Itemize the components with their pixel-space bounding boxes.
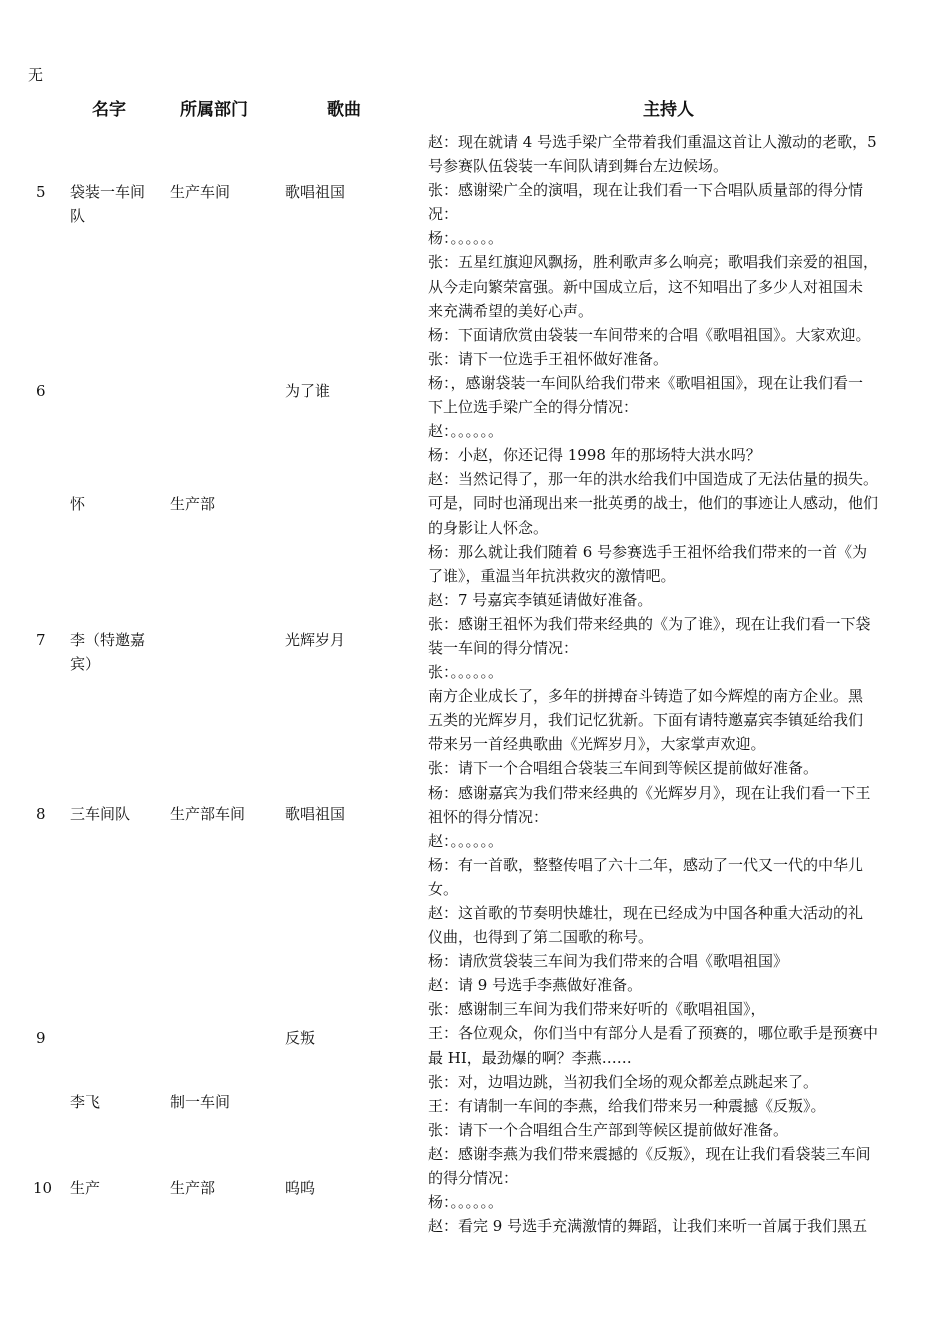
row-song: 呜呜 <box>285 1179 316 1197</box>
row-name: 三车间队 <box>70 805 131 823</box>
header-dept: 所属部门 <box>180 100 248 120</box>
host-line: 况： <box>428 205 459 224</box>
row-number: 6 <box>36 382 46 400</box>
row-name: 李（特邀嘉宾） <box>70 631 146 673</box>
host-line: 王：各位观众，你们当中有部分人是看了预赛的，哪位歌手是预赛中 <box>428 1024 879 1043</box>
host-line: 仪曲，也得到了第二国歌的称号。 <box>428 928 654 947</box>
row-song: 歌唱祖国 <box>285 805 346 823</box>
host-line: 张：对，边唱边跳，当初我们全场的观众都差点跳起来了。 <box>428 1072 819 1091</box>
host-line: 杨：感谢嘉宾为我们带来经典的《光辉岁月》，现在让我们看一下王 <box>428 783 871 802</box>
header-name: 名字 <box>92 100 126 120</box>
host-line: 下上位选手梁广全的得分情况： <box>428 398 639 417</box>
row-dept: 生产部车间 <box>170 805 246 823</box>
row-dept-extra: 制一车间 <box>170 1093 231 1111</box>
host-line: 装一车间的得分情况： <box>428 638 579 657</box>
host-line: 张：感谢制三车间为我们带来好听的《歌唱祖国》， <box>428 1000 766 1019</box>
host-line: 的身影让人怀念。 <box>428 518 549 537</box>
host-line: 张：请下一位选手王祖怀做好准备。 <box>428 349 669 368</box>
host-line: 从今走向繁荣富强。新中国成立后，这不知唱出了多少人对祖国未 <box>428 277 864 296</box>
host-line: 可是，同时也涌现出来一批英勇的战士，他们的事迹让人感动，他们 <box>428 494 879 513</box>
host-line: 赵：感谢李燕为我们带来震撼的《反叛》，现在让我们看袋装三车间 <box>428 1144 871 1163</box>
row-name-extra: 怀 <box>70 495 86 513</box>
host-line: 赵：这首歌的节奏明快雄壮，现在已经成为中国各种重大活动的礼 <box>428 904 864 922</box>
row-song: 反叛 <box>285 1029 316 1047</box>
host-line: 杨：，感谢袋装一车间队给我们带来《歌唱祖国》，现在让我们看一 <box>428 373 864 392</box>
header-host: 主持人 <box>643 100 694 120</box>
row-name: 袋装一车间队 <box>70 183 146 225</box>
host-line: 王：有请制一车间的李燕，给我们带来另一种震撼《反叛》。 <box>428 1096 826 1115</box>
host-line: 赵：请 9 号选手李燕做好准备。 <box>428 976 643 995</box>
host-line: 祖怀的得分情况： <box>428 807 549 826</box>
host-line: 张：请下一个合唱组合生产部到等候区提前做好准备。 <box>428 1120 789 1139</box>
row-number: 10 <box>33 1179 53 1197</box>
row-dept: 生产部 <box>170 1179 216 1197</box>
host-line: 杨：。。。。。。 <box>428 229 504 248</box>
host-line: 杨：有一首歌，整整传唱了六十二年，感动了一代又一代的中华儿 <box>428 855 864 874</box>
host-line: 杨：。。。。。。 <box>428 1193 504 1212</box>
host-line: 张：五星红旗迎风飘扬，胜利歌声多么响亮；歌唱我们亲爱的祖国， <box>428 253 879 272</box>
row-number: 7 <box>36 631 46 649</box>
row-number: 8 <box>36 805 46 823</box>
host-script <box>428 130 912 1238</box>
host-line: 张：。。。。。。 <box>428 663 504 682</box>
host-line: 带来另一首经典歌曲《光辉岁月》，大家掌声欢迎。 <box>428 735 766 754</box>
host-line: 杨：那么就让我们随着 6 号参赛选手王祖怀给我们带来的一首《为 <box>428 542 868 561</box>
host-line: 赵：。。。。。。 <box>428 422 504 441</box>
row-song: 歌唱祖国 <box>285 183 346 201</box>
host-line: 赵：。。。。。。 <box>428 831 504 850</box>
host-line: 张：感谢王祖怀为我们带来经典的《为了谁》，现在让我们看一下袋 <box>428 614 871 633</box>
host-line: 来充满希望的美好心声。 <box>428 301 594 320</box>
host-line: 了谁》，重温当年抗洪救灾的激情吧。 <box>428 566 676 585</box>
host-line: 杨：小赵，你还记得 1998 年的那场特大洪水吗？ <box>428 446 761 465</box>
host-line: 赵：7 号嘉宾李镇延请做好准备。 <box>428 590 653 609</box>
host-line: 张：请下一个合唱组合袋装三车间到等候区提前做好准备。 <box>428 759 819 778</box>
row-dept: 生产车间 <box>170 183 231 201</box>
row-number: 5 <box>36 183 46 201</box>
header-song: 歌曲 <box>327 100 361 120</box>
host-line: 最 HI，最劲爆的啊？李燕…… <box>428 1048 632 1067</box>
host-line: 赵：现在就请 4 号选手梁广全带着我们重温这首让人激动的老歌，5 <box>428 133 877 151</box>
host-line: 赵：看完 9 号选手充满激情的舞蹈，让我们来听一首属于我们黑五 <box>428 1217 868 1236</box>
host-line: 号参赛队伍袋装一车间队请到舞台左边候场。 <box>428 157 729 176</box>
host-line: 南方企业成长了，多年的拼搏奋斗铸造了如今辉煌的南方企业。黑 <box>428 687 864 706</box>
host-line: 杨：下面请欣赏由袋装一车间带来的合唱《歌唱祖国》。大家欢迎。 <box>428 325 871 344</box>
host-line: 女。 <box>428 879 459 898</box>
row-song: 为了谁 <box>285 382 331 400</box>
host-line: 五类的光辉岁月，我们记忆犹新。下面有请特邀嘉宾李镇延给我们 <box>428 711 864 730</box>
host-line: 赵：当然记得了，那一年的洪水给我们中国造成了无法估量的损失。 <box>428 470 879 489</box>
row-song: 光辉岁月 <box>285 631 346 649</box>
host-line: 杨：请欣赏袋装三车间为我们带来的合唱《歌唱祖国》 <box>428 952 789 971</box>
page-label: 无 <box>28 66 44 84</box>
row-number: 9 <box>36 1029 46 1047</box>
row-name: 生产 <box>70 1179 101 1197</box>
row-dept-extra: 生产部 <box>170 495 216 513</box>
host-line: 张：感谢梁广全的演唱，现在让我们看一下合唱队质量部的得分情 <box>428 181 864 200</box>
row-name-extra: 李飞 <box>70 1093 101 1111</box>
host-line: 的得分情况： <box>428 1169 519 1188</box>
